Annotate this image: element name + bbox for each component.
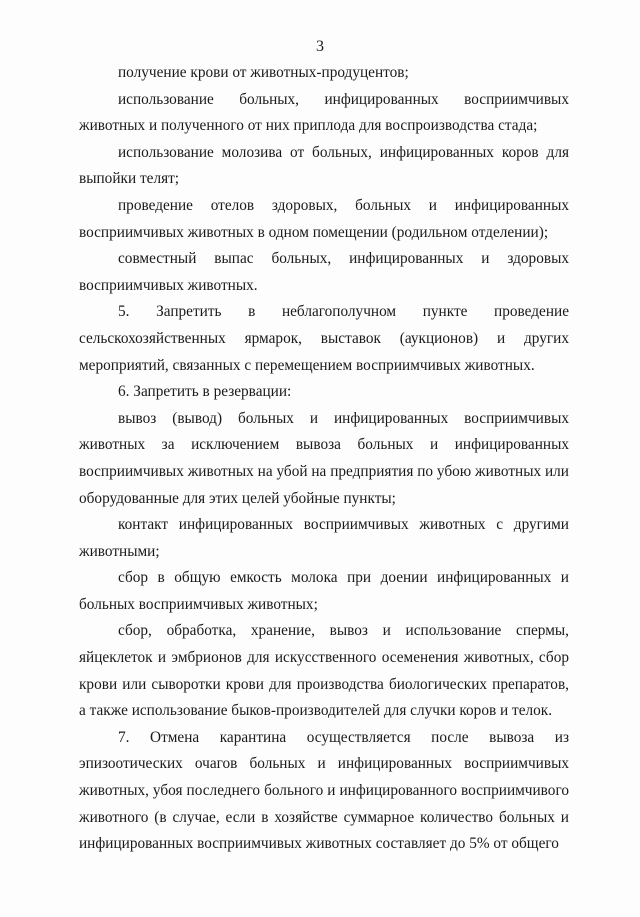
paragraph: 5. Запретить в неблагополучном пункте проведение сельскохозяйственных ярмарок, выставок (аукционов) и других мероприятий, связанных с перемещением восприимчивых животных. bbox=[79, 303, 569, 374]
paragraph: проведение отелов здоровых, больных и инфицированных восприимчивых животных в одном помещении (родильном отделении); bbox=[79, 196, 569, 241]
paragraph: получение крови от животных-продуцентов; bbox=[118, 64, 409, 81]
paragraph: совместный выпас больных, инфицированных и здоровых восприимчивых животных. bbox=[79, 250, 569, 294]
document-body bbox=[79, 60, 569, 858]
paragraph: 6. Запретить в резервации: bbox=[118, 383, 292, 401]
paragraph: использование молозива от больных, инфицированных коров для выпойки телят; bbox=[79, 143, 569, 188]
paragraph: 7. Отмена карантина осуществляется после вывоза из эпизоотических очагов больных и инфицированных восприимчивых животных, убоя последнего больного и инфицированного восприимчивого животного (в случае, если в хозяйстве суммарное количество больных и инфицированных восприимчивых животных составляет до 5% от общего bbox=[79, 728, 569, 853]
paragraph: сбор, обработка, хранение, вывоз и использование спермы, яйцеклеток и эмбрионов для искусственного осеменения животных, сбор крови или сыворотки крови для производства биологических препаратов, а также использование быков-производителей для случки коров и телок. bbox=[79, 622, 569, 720]
paragraph: вывоз (вывод) больных и инфицированных восприимчивых животных за исключением вывоза больных и инфицированных восприимчивых животных на убой на предприятия по убою животных или оборудованные для этих целей убойные пункты; bbox=[79, 409, 569, 507]
paragraph: сбор в общую емкость молока при доении инфицированных и больных восприимчивых животных; bbox=[79, 569, 569, 613]
page-number: 3 bbox=[316, 38, 324, 55]
paragraph: использование больных, инфицированных восприимчивых животных и полученного от них приплода для воспроизводства стада; bbox=[79, 90, 569, 135]
paragraph: контакт инфицированных восприимчивых животных с другими животными; bbox=[79, 516, 569, 560]
